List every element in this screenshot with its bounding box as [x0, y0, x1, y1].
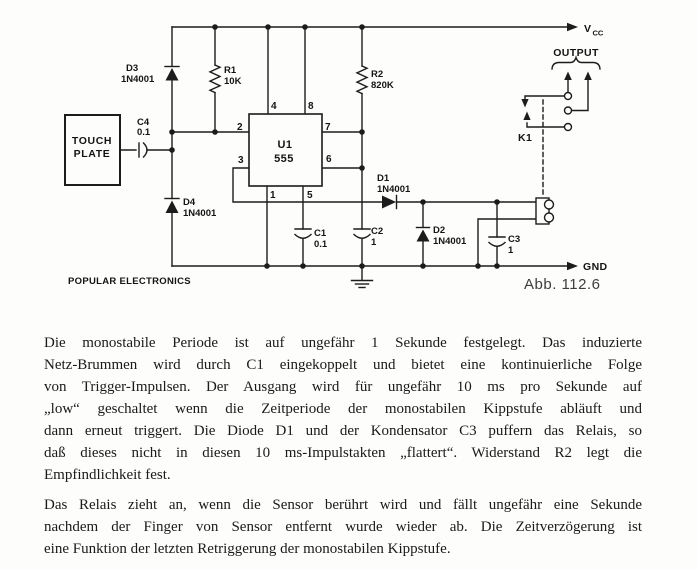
- left-branch: [165, 27, 179, 266]
- c2-refdes: C2: [371, 226, 384, 237]
- d4-refdes: D4: [183, 197, 196, 208]
- diode-d4-symbol: [165, 199, 179, 214]
- diode-d1-symbol: [382, 196, 536, 209]
- body-text-line: dann erneut triggert. Die Diode D1 und der Kondensator C3 puffern das Relais, so: [44, 423, 642, 439]
- touch-plate-label-2: PLATE: [73, 148, 111, 160]
- c3-refdes: C3: [508, 234, 521, 245]
- body-text-line: Das Relais zieht an, wenn die Sensor berührt wird und fällt ungefähr eine Sekunde: [44, 497, 642, 513]
- ic-part-number: 555: [274, 153, 294, 165]
- paragraph-1: [44, 332, 642, 486]
- ic-refdes: U1: [277, 139, 293, 151]
- body-text-line: daß dieses nicht in diesen 10 ms-Impulstakten „flattert“. Widerstand R2 legt die: [44, 445, 642, 461]
- pin-label-3: 3: [238, 155, 244, 166]
- body-text-line: Die monostabile Periode ist auf ungefähr 1 Sekunde festgelegt. Das induzierte: [44, 335, 642, 351]
- output-label: OUTPUT: [553, 47, 599, 59]
- vcc-subscript: CC: [592, 28, 604, 38]
- pin-label-1: 1: [270, 190, 276, 201]
- resistor-r2-symbol: [357, 27, 367, 229]
- paragraph-2: [44, 494, 642, 560]
- vcc-label: V: [584, 23, 592, 35]
- d1-value: 1N4001: [377, 184, 411, 195]
- body-text-line: nachdem der Finger von Sensor entfernt wurde wieder ab. Die Zeitverzögerung ist: [44, 519, 642, 535]
- pin-label-5: 5: [307, 190, 313, 201]
- vcc-arrow-icon: [567, 23, 578, 31]
- touch-plate-label-1: TOUCH: [71, 135, 113, 147]
- body-text-line: Netz-Brummen wird durch C1 eingekoppelt und bietet eine kontinuierliche Folge: [44, 357, 642, 373]
- body-text: [44, 332, 642, 568]
- capacitor-c4-symbol: [120, 143, 172, 157]
- body-text-line: von Trigger-Impulsen. Der Ausgang wird für ungefähr 10 ms pro Sekunde auf: [44, 379, 642, 395]
- ic-555: [172, 27, 382, 266]
- diode-d2-symbol: [417, 202, 430, 266]
- r2-value: 820K: [371, 80, 394, 91]
- c1-refdes: C1: [314, 228, 327, 239]
- pin-label-8: 8: [308, 101, 314, 112]
- diode-d3-symbol: [165, 67, 179, 81]
- r2-refdes: R2: [371, 69, 384, 80]
- body-text-line: Empfindlichkeit fest.: [44, 467, 171, 483]
- c4-refdes: C4: [137, 117, 150, 128]
- d4-value: 1N4001: [183, 208, 217, 219]
- output-brace-icon: [552, 58, 600, 70]
- gnd-rail: [172, 262, 578, 270]
- capacitor-c2-symbol: [354, 229, 370, 266]
- d3-refdes: D3: [126, 63, 139, 74]
- c2-value: 1: [371, 237, 377, 248]
- body-text-line: eine Funktion der letzten Retriggerung der monostabilen Kippstufe.: [44, 541, 451, 557]
- ground-symbol-icon: [352, 266, 373, 288]
- magazine-credit: POPULAR ELECTRONICS: [68, 276, 191, 287]
- pin-label-2: 2: [237, 122, 243, 133]
- pin-label-6: 6: [326, 154, 332, 165]
- k1-refdes: K1: [518, 132, 533, 144]
- gnd-arrow-icon: [567, 262, 578, 270]
- c1-value: 0.1: [314, 239, 328, 250]
- capacitor-c1-symbol: [295, 229, 311, 266]
- d2-value: 1N4001: [433, 236, 467, 247]
- gnd-label: GND: [583, 261, 608, 273]
- relay-contacts-k1: [521, 58, 600, 131]
- capacitor-c3-symbol: [489, 202, 505, 266]
- junction-dots: [169, 24, 500, 269]
- resistor-r1-symbol: [210, 27, 220, 132]
- c3-value: 1: [508, 245, 514, 256]
- vcc-rail: [172, 23, 578, 31]
- figure-caption: Abb. 112.6: [524, 276, 601, 293]
- pin-label-7: 7: [325, 122, 331, 133]
- d1-refdes: D1: [377, 173, 390, 184]
- body-text-line: „low“ geschaltet wenn die Zeitperiode der monostabilen Kippstufe abläuft und: [44, 401, 642, 417]
- c4-value: 0.1: [137, 127, 151, 138]
- pin-label-4: 4: [271, 101, 277, 112]
- touch-plate-box: [65, 115, 120, 185]
- d2-refdes: D2: [433, 225, 446, 236]
- r1-refdes: R1: [224, 65, 237, 76]
- r1-value: 10K: [224, 76, 242, 87]
- d3-value: 1N4001: [121, 74, 155, 85]
